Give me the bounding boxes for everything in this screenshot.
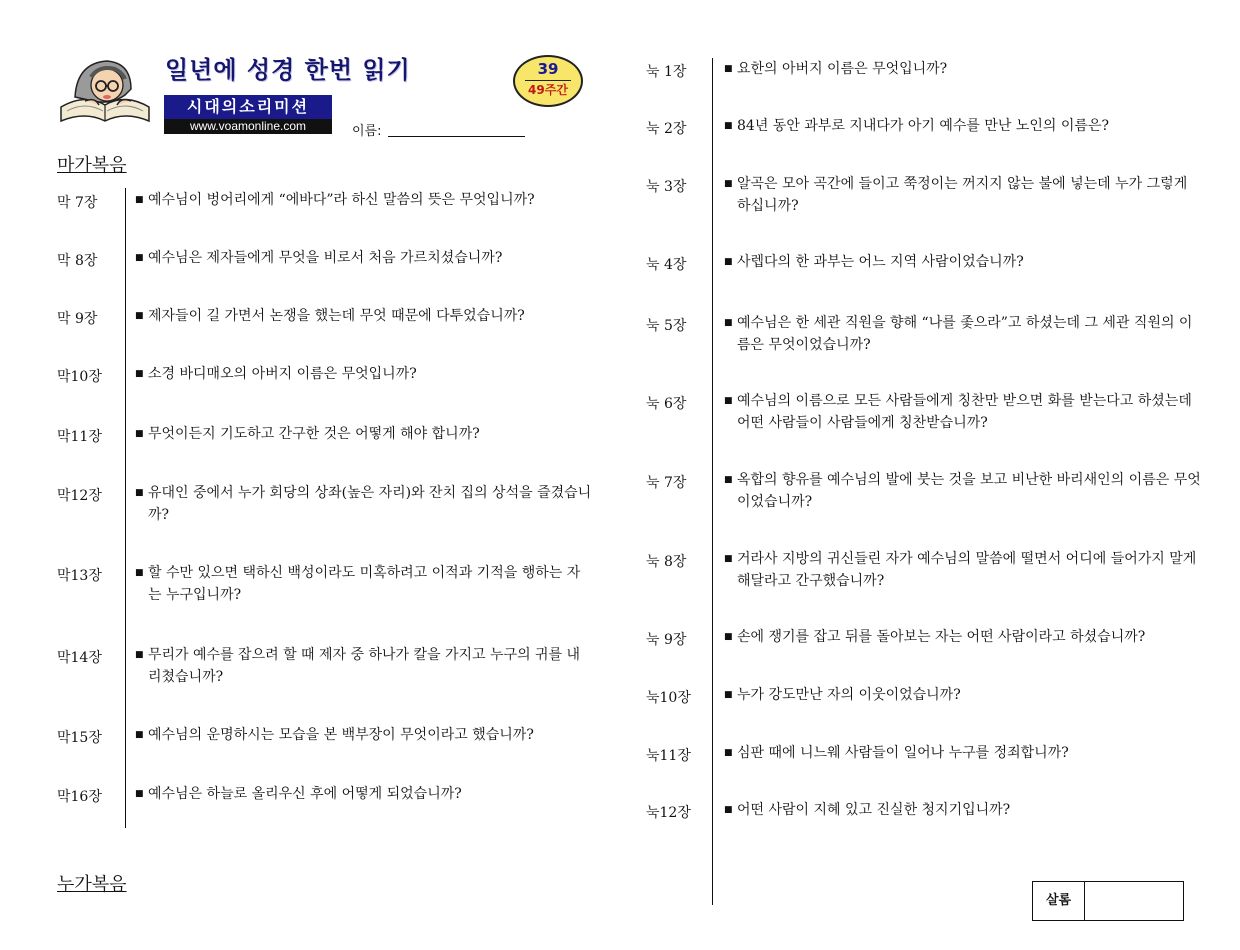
question-text: ■ 거라사 지방의 귀신들린 자가 예수님의 말씀에 떨면서 어디에 들어가지 말게 해달라고 간구했습니까?: [737, 548, 1202, 592]
question-chapter: 눅 7장: [646, 475, 687, 491]
question-text: ■ 무리가 예수를 잡으려 할 때 제자 중 하나가 칼을 가지고 누구의 귀를 내리쳤습니까?: [148, 644, 593, 688]
question-text: ■ 예수님은 하늘로 올리우신 후에 어떻게 되었습니까?: [148, 783, 593, 805]
question-text: ■ 누가 강도만난 자의 이웃이었습니까?: [737, 684, 1202, 706]
question-chapter: 눅 3장: [646, 179, 687, 195]
question-chapter: 눅12장: [646, 805, 691, 821]
bullet-icon: ■: [135, 568, 144, 578]
bullet-icon: ■: [724, 257, 733, 267]
question-chapter: 눅 2장: [646, 121, 687, 137]
question-chapter: 눅 6장: [646, 396, 687, 412]
name-input-line[interactable]: [388, 136, 525, 137]
question-chapter: 눅11장: [646, 748, 691, 764]
week-badge: [513, 55, 583, 107]
brand-logo: [164, 95, 332, 135]
bullet-icon: ■: [135, 195, 144, 205]
question-chapter: 막12장: [57, 488, 102, 504]
question-chapter: 막11장: [57, 429, 102, 445]
question-chapter: 막14장: [57, 650, 102, 666]
question-chapter: 막16장: [57, 789, 102, 805]
left-column-divider: [125, 188, 126, 828]
question-chapter: 막10장: [57, 369, 102, 385]
question-text: ■ 옥합의 향유를 예수님의 발에 붓는 것을 보고 비난한 바리새인의 이름은 무엇이었습니까?: [737, 469, 1202, 513]
bullet-icon: ■: [724, 632, 733, 642]
question-chapter: 막 8장: [57, 253, 98, 269]
question-text: ■ 손에 쟁기를 잡고 뒤를 돌아보는 자는 어떤 사람이라고 하셨습니까?: [737, 626, 1202, 648]
shalom-box: [1032, 881, 1184, 921]
bullet-icon: ■: [724, 179, 733, 189]
shalom-input[interactable]: [1086, 882, 1183, 920]
bullet-icon: ■: [724, 64, 733, 74]
reading-man-illustration: [55, 55, 155, 127]
bullet-icon: ■: [135, 650, 144, 660]
question-chapter: 막 9장: [57, 311, 98, 327]
question-chapter: 눅 8장: [646, 554, 687, 570]
question-chapter: 눅10장: [646, 690, 691, 706]
badge-week: 49주간: [525, 80, 571, 97]
bullet-icon: ■: [135, 429, 144, 439]
bullet-icon: ■: [135, 488, 144, 498]
bullet-icon: ■: [724, 121, 733, 131]
question-text: ■ 예수님은 한 세관 직원을 향해 “나를 좇으라”고 하셨는데 그 세관 직원의 이름은 무엇이었습니까?: [737, 312, 1202, 356]
shalom-label: 살롬: [1033, 882, 1085, 920]
question-text: ■ 어떤 사람이 지혜 있고 진실한 청지기입니까?: [737, 799, 1202, 821]
bullet-icon: ■: [135, 311, 144, 321]
question-text: ■ 예수님의 운명하시는 모습을 본 백부장이 무엇이라고 했습니까?: [148, 724, 593, 746]
question-text: ■ 예수님이 벙어리에게 “에바다”라 하신 말씀의 뜻은 무엇입니까?: [148, 189, 593, 211]
bullet-icon: ■: [724, 690, 733, 700]
question-chapter: 막13장: [57, 568, 102, 584]
question-text: ■ 유대인 중에서 누가 회당의 상좌(높은 자리)와 잔치 집의 상석을 즐겼습니까?: [148, 482, 593, 526]
question-chapter: 막15장: [57, 730, 102, 746]
section-heading-luke: 누가복음: [57, 874, 127, 895]
bullet-icon: ■: [724, 805, 733, 815]
bullet-icon: ■: [135, 369, 144, 379]
question-text: ■ 예수님의 이름으로 모든 사람들에게 칭찬만 받으면 화를 받는다고 하셨는데 어떤 사람들이 사람들에게 칭찬받습니까?: [737, 390, 1202, 434]
bullet-icon: ■: [724, 748, 733, 758]
name-label: 이름:: [352, 124, 382, 139]
badge-day: 39: [537, 60, 559, 78]
question-text: ■ 할 수만 있으면 택하신 백성이라도 미혹하려고 이적과 기적을 행하는 자는 누구입니까?: [148, 562, 593, 606]
bullet-icon: ■: [724, 554, 733, 564]
question-chapter: 눅 4장: [646, 257, 687, 273]
question-text: ■ 사렙다의 한 과부는 어느 지역 사람이었습니까?: [737, 251, 1202, 273]
question-text: ■ 소경 바디매오의 아버지 이름은 무엇입니까?: [148, 363, 593, 385]
center-column-divider: [712, 58, 713, 905]
question-chapter: 눅 5장: [646, 318, 687, 334]
question-text: ■ 제자들이 길 가면서 논쟁을 했는데 무엇 때문에 다투었습니까?: [148, 305, 593, 327]
question-text: ■ 심판 때에 니느웨 사람들이 일어나 누구를 정죄합니까?: [737, 742, 1202, 764]
question-chapter: 눅 9장: [646, 632, 687, 648]
brand-website[interactable]: www.voamonline.com: [164, 119, 332, 134]
page-title: 일년에 성경 한번 읽기: [165, 56, 411, 84]
question-chapter: 막 7장: [57, 195, 98, 211]
question-chapter: 눅 1장: [646, 64, 687, 80]
question-text: ■ 예수님은 제자들에게 무엇을 비로서 처음 가르치셨습니까?: [148, 247, 593, 269]
section-heading-mark: 마가복음: [57, 155, 127, 176]
bullet-icon: ■: [724, 396, 733, 406]
bullet-icon: ■: [135, 253, 144, 263]
bullet-icon: ■: [135, 789, 144, 799]
question-text: ■ 84년 동안 과부로 지내다가 아기 예수를 만난 노인의 이름은?: [737, 115, 1202, 137]
bullet-icon: ■: [724, 318, 733, 328]
brand-name: 시대의소리미션: [164, 95, 332, 119]
question-text: ■ 알곡은 모아 곡간에 들이고 쭉정이는 꺼지지 않는 불에 넣는데 누가 그렇게 하십니까?: [737, 173, 1202, 217]
question-text: ■ 무엇이든지 기도하고 간구한 것은 어떻게 해야 합니까?: [148, 423, 593, 445]
bullet-icon: ■: [724, 475, 733, 485]
bullet-icon: ■: [135, 730, 144, 740]
question-text: ■ 요한의 아버지 이름은 무엇입니까?: [737, 58, 1202, 80]
